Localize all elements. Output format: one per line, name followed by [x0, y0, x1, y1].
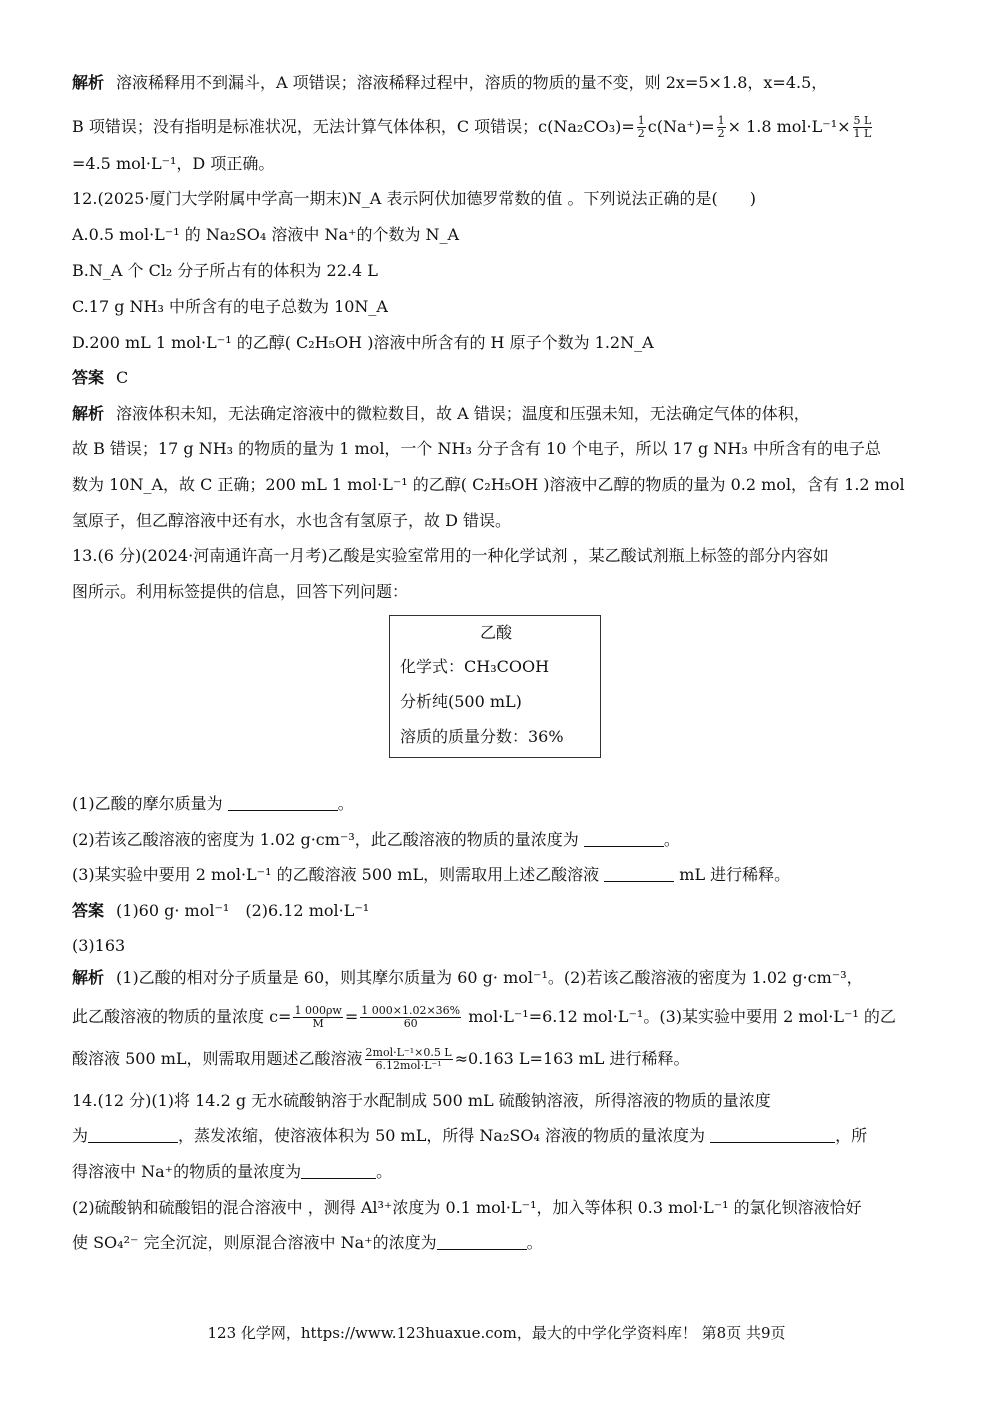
- q14-line-1: 14.(12 分)(1)将 14.2 g 无水硫酸钠溶于水配制成 500 mL 硫酸钠溶液，所得溶液的物质的量浓度: [72, 1091, 771, 1110]
- text: mL 进行稀释。: [679, 865, 791, 884]
- q14-line-2: [72, 1125, 922, 1147]
- text: 酸溶液 500 mL，则需取用题述乙酸溶液: [72, 1049, 363, 1068]
- q13-answer-line-1: [72, 900, 922, 922]
- fraction-volume: [853, 115, 873, 140]
- analysis-keyword: 解析: [72, 968, 105, 987]
- q14-line-4: (2)硫酸钠和硫酸铝的混合溶液中 ，测得 Al³⁺浓度为 0.1 mol·L⁻¹，加入等体积 0.3 mol·L⁻¹ 的氯化钡溶液恰好: [72, 1198, 862, 1217]
- q12-analysis-line-2: 故 B 错误；17 g NH₃ 的物质的量为 1 mol，一个 NH₃ 分子含有 10 个电子，所以 17 g NH₃ 中所含有的电子总: [72, 439, 881, 458]
- text: 。: [376, 1162, 393, 1181]
- answer-value: C: [116, 368, 129, 387]
- text: ，所: [835, 1126, 868, 1145]
- q13-analysis-line-2: 此乙酸溶液的物质的量浓度 c= $\frac{1 000\rho w}{M}$ = $\frac{1 000\times 1.02\times 36\%}{60}$ mol·L⁻¹=6.12 mol·L⁻¹。(3)某实验中要用 2 mol·L⁻¹ 的乙: [72, 1004, 896, 1030]
- text: 为: [72, 1126, 89, 1145]
- frac-num: 2mol·L⁻¹×0.5 L: [365, 1046, 452, 1059]
- frac-num: 1: [637, 114, 645, 127]
- q13-analysis-line-3: [72, 1047, 922, 1072]
- fraction-half: [637, 115, 646, 140]
- text: 此乙酸溶液的物质的量浓度 c=: [72, 1007, 292, 1026]
- answer-keyword: 答案: [72, 901, 105, 920]
- text: 溶液体积未知，无法确定溶液中的微粒数目，故 A 错误；温度和压强未知，无法确定气体的体积，: [116, 404, 810, 423]
- q14-line-5: [72, 1232, 922, 1254]
- text: (3)某实验中要用 2 mol·L⁻¹ 的乙酸溶液 500 mL，则需取用上述乙酸溶液: [72, 865, 600, 884]
- q13-part-3: [72, 864, 922, 886]
- q13-analysis-line-1: [72, 967, 922, 989]
- q13-answer-line-2: (3)163: [72, 936, 126, 955]
- frac-den: 6.12mol·L⁻¹: [375, 1059, 442, 1072]
- answer-blank: [88, 1126, 178, 1143]
- text: × 1.8 mol·L⁻¹×: [727, 117, 851, 136]
- text: 得溶液中 Na⁺的物质的量浓度为: [72, 1162, 302, 1181]
- answer-blank: [437, 1233, 527, 1250]
- q12-option-b: B.N_A 个 Cl₂ 分子所占有的体积为 22.4 L: [72, 261, 378, 280]
- q12-stem: 12.(2025·厦门大学附属中学高一期末)N_A 表示阿伏加德罗常数的值 。下列说法正确的是( ): [72, 189, 756, 208]
- frac-den: M: [312, 1017, 324, 1030]
- answer-blank: [584, 830, 664, 847]
- q13-part-1: [72, 793, 922, 815]
- text: 使 SO₄²⁻ 完全沉淀，则原混合溶液中 Na⁺的浓度为: [72, 1233, 437, 1252]
- answer-value: (1)60 g· mol⁻¹ (2)6.12 mol·L⁻¹: [116, 901, 370, 920]
- answer-blank: [301, 1162, 376, 1179]
- frac-num: 1 000×1.02×36%: [361, 1004, 461, 1017]
- q12-option-c: C.17 g NH₃ 中所含有的电子总数为 10N_A: [72, 297, 388, 316]
- q12-analysis-line-3: 数为 10N_A，故 C 正确；200 mL 1 mol·L⁻¹ 的乙醇( C₂H₅OH )溶液中乙醇的物质的量为 0.2 mol，含有 1.2 mol: [72, 475, 905, 494]
- answer-blank: [710, 1126, 835, 1143]
- label-formula: 化学式：CH₃COOH: [400, 657, 550, 676]
- fraction-dilution: [365, 1047, 453, 1072]
- label-title: 乙酸: [479, 623, 512, 642]
- frac-den: 60: [403, 1017, 418, 1030]
- q14-line-3: [72, 1161, 922, 1183]
- fraction-formula: [293, 1005, 342, 1030]
- q11-analysis-line-1: [72, 72, 922, 94]
- text: 溶液稀释用不到漏斗，A 项错误；溶液稀释过程中，溶质的物质的量不变，则 2x=5×1.8，x=4.5，: [116, 73, 828, 92]
- frac-den: 2: [717, 127, 725, 140]
- analysis-keyword: 解析: [72, 73, 105, 92]
- answer-blank: [228, 794, 338, 811]
- q12-answer: [72, 367, 922, 389]
- q13-stem-line-2: 图所示。利用标签提供的信息，回答下列问题：: [72, 582, 409, 601]
- q12-analysis-line-4: 氢原子，但乙醇溶液中还有水，水也含有氢原子，故 D 错误。: [72, 511, 512, 530]
- label-mass-fraction: 溶质的质量分数：36%: [400, 727, 564, 746]
- text: (2)若该乙酸溶液的密度为 1.02 g·cm⁻³，此乙酸溶液的物质的量浓度为: [72, 830, 579, 849]
- q13-part-2: [72, 829, 922, 851]
- text: B 项错误；没有指明是标准状况，无法计算气体体积，C 项错误；c(Na₂CO₃)=: [72, 117, 635, 136]
- frac-num: 1 000ρw: [294, 1004, 342, 1017]
- analysis-keyword: 解析: [72, 404, 105, 423]
- answer-keyword: 答案: [72, 368, 105, 387]
- q12-option-a: A.0.5 mol·L⁻¹ 的 Na₂SO₄ 溶液中 Na⁺的个数为 N_A: [72, 225, 460, 244]
- text: 。: [526, 1233, 543, 1252]
- q11-analysis-line-3: =4.5 mol·L⁻¹，D 项正确。: [72, 154, 275, 173]
- frac-den: 1 L: [853, 127, 872, 140]
- reagent-label: [389, 615, 601, 758]
- text: (1)乙酸的摩尔质量为: [72, 794, 223, 813]
- fraction-values: [360, 1005, 461, 1030]
- frac-num: 5 L: [853, 114, 872, 127]
- q11-analysis-line-2: [72, 115, 922, 140]
- frac-num: 1: [717, 114, 725, 127]
- q13-stem-line-1: 13.(6 分)(2024·河南通许高一月考)乙酸是实验室常用的一种化学试剂 ，某乙酸试剂瓶上标签的部分内容如: [72, 546, 829, 565]
- q12-option-d: D.200 mL 1 mol·L⁻¹ 的乙醇( C₂H₅OH )溶液中所含有的 H 原子个数为 1.2N_A: [72, 333, 654, 352]
- text: ，蒸发浓缩，使溶液体积为 50 mL，所得 Na₂SO₄ 溶液的物质的量浓度为: [178, 1126, 705, 1145]
- fraction-half: [717, 115, 726, 140]
- text: mol·L⁻¹=6.12 mol·L⁻¹。(3)某实验中要用 2 mol·L⁻¹ 的乙: [468, 1007, 896, 1026]
- text: (1)乙酸的相对分子质量是 60，则其摩尔质量为 60 g· mol⁻¹。(2)若该乙酸溶液的密度为 1.02 g·cm⁻³，: [116, 968, 863, 987]
- text: 。: [337, 794, 354, 813]
- page-footer: 123 化学网，https://www.123huaxue.com，最大的中学化学资料库！ 第8页 共9页: [207, 1324, 786, 1342]
- text: 。: [663, 830, 680, 849]
- frac-den: 2: [637, 127, 645, 140]
- text: c(Na⁺)=: [647, 117, 715, 136]
- answer-blank: [604, 865, 674, 882]
- label-grade: 分析纯(500 mL): [400, 692, 522, 711]
- q12-analysis-line-1: [72, 403, 922, 425]
- text: ≈0.163 L=163 mL 进行稀释。: [454, 1049, 690, 1068]
